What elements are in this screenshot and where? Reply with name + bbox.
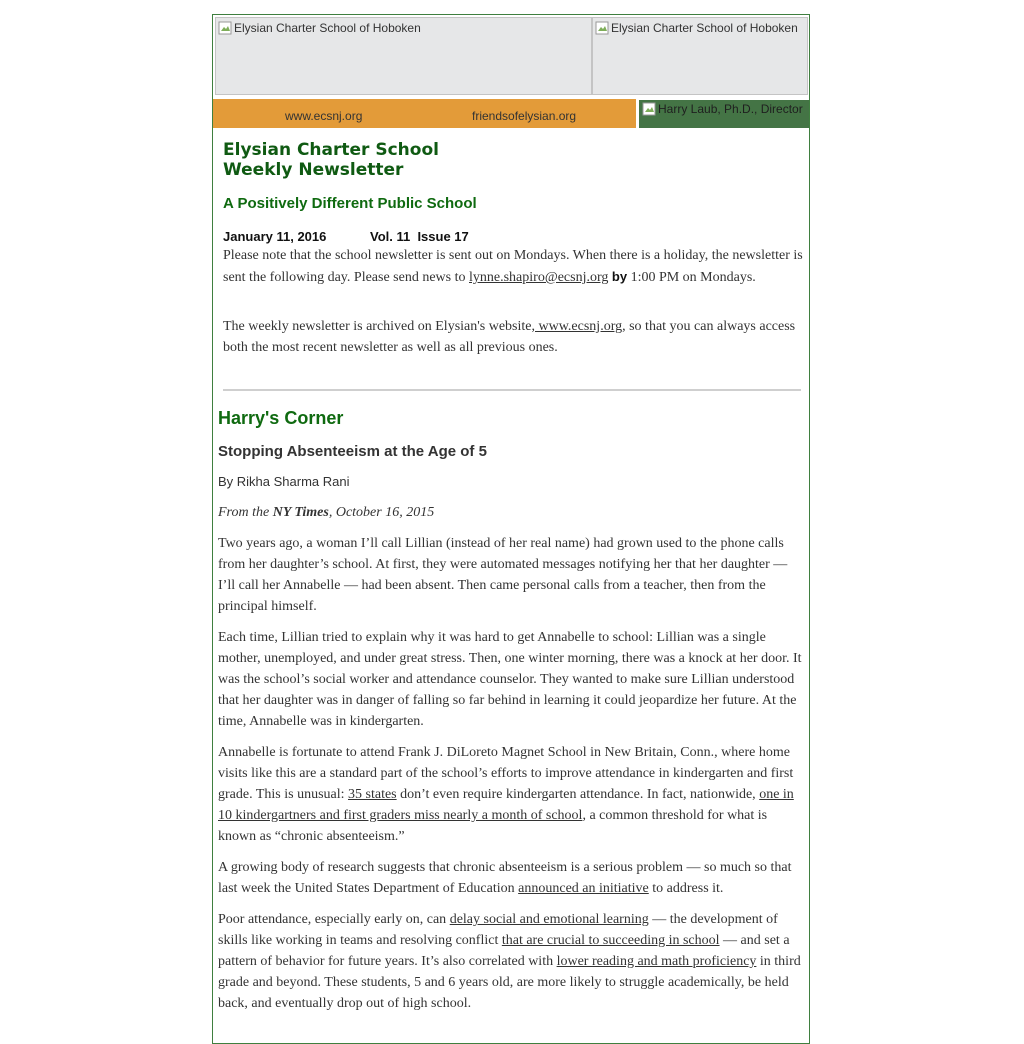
p5-text-a: Poor attendance, especially early on, can [218, 912, 450, 927]
intro-text-end: 1:00 PM on Mondays. [627, 270, 756, 285]
email-link[interactable]: lynne.shapiro@ecsnj.org [469, 270, 609, 285]
article-paragraph-5 [218, 909, 804, 1014]
header-image-left-alt: Elysian Charter School of Hoboken [234, 21, 421, 35]
article-byline: By Rikha Sharma Rani [218, 474, 350, 489]
p5-text-c: — and set a pattern of behavior for future years. It’s also correlated with [218, 933, 790, 969]
p5-text-b: — the development of skills like working in teams and resolving conflict [218, 912, 778, 948]
links-bar [213, 99, 636, 128]
website-link[interactable]: www.ecsnj.org [285, 109, 363, 123]
article-paragraph-3 [218, 742, 804, 847]
source-prefix: From the [218, 505, 273, 520]
article-paragraph-1: Two years ago, a woman I’ll call Lillian (instead of her real name) had grown used to the phone calls from her daughter’s school. At first, they were automated messages notifying her that her daughter — I’ll call her Annabelle — had been absent. Then came personal calls from a teacher, then from the principal himself. [218, 536, 788, 614]
link-one-in-10[interactable]: one in 10 kindergartners and first graders miss nearly a month of school [218, 787, 794, 823]
p3-text-c: , a common threshold for what is known as “chronic absenteeism.” [218, 808, 768, 844]
director-image-alt: Harry Laub, Ph.D., Director [658, 102, 803, 116]
broken-image-icon [595, 21, 609, 35]
newsletter-frame [212, 14, 810, 1044]
broken-image-icon [218, 21, 232, 35]
link-reading-math[interactable]: lower reading and math proficiency [556, 954, 757, 969]
source-publication: NY Times [272, 505, 329, 520]
p3-text-b: don’t even require kindergarten attendance. In fact, nationwide, [396, 787, 760, 802]
divider [223, 389, 801, 391]
archive-text: The weekly newsletter is archived on Elysian's website, [223, 319, 535, 334]
link-35-states[interactable]: 35 states [348, 787, 397, 802]
intro-paragraph [223, 245, 803, 288]
header-image-right-alt: Elysian Charter School of Hoboken [611, 21, 798, 35]
issue-volume: Vol. 11 Issue 17 [370, 229, 469, 244]
source-date: , October 16, 2015 [328, 505, 435, 520]
director-image [639, 100, 809, 128]
article-paragraph-2: Each time, Lillian tried to explain why it was hard to get Annabelle to school: Lillian was a single mother, unemployed, and under great stress. Then, one winter morning, there was a knock at her door. It was the school’s social worker and attendance counselor. They wanted to make sure Lillian understood that her daughter was in danger of falling so far behind in learning it could jeopardize her future. At the time, Annabelle was in kindergarten. [218, 630, 802, 729]
p5-text-d: in third grade and beyond. These students, 5 and 6 years old, are more likely to struggle academically, be held back, and eventually drop out of high school. [218, 954, 801, 1011]
archive-paragraph [223, 316, 803, 358]
tagline: A Positively Different Public School [223, 195, 477, 212]
title-line-1: Elysian Charter School [223, 140, 439, 160]
friends-link[interactable]: friendsofelysian.org [472, 109, 577, 123]
header-image-left [215, 17, 592, 95]
article-headline: Stopping Absenteeism at the Age of 5 [218, 443, 487, 460]
p4-text-a: A growing body of research suggests that chronic absenteeism is a serious problem — so much so that last week the United States Department of Education [218, 860, 792, 896]
article-paragraph-4 [218, 857, 804, 899]
section-heading: Harry's Corner [218, 408, 344, 428]
intro-by: by [611, 269, 628, 284]
title-line-2: Weekly Newsletter [223, 160, 404, 180]
issue-date: January 11, 2016 [223, 229, 327, 244]
link-initiative[interactable]: announced an initiative [518, 881, 649, 896]
broken-image-icon [642, 102, 656, 116]
header-image-right [592, 17, 808, 95]
newsletter-title [223, 140, 439, 180]
article-source [218, 502, 434, 523]
intro-text: Please note that the school newsletter is sent out on Mondays. When there is a holiday, the newsletter is sent the following day. Please send news to [223, 248, 803, 285]
p4-text-b: to address it. [648, 881, 724, 896]
issue-dateline [223, 229, 469, 244]
link-crucial-succeeding[interactable]: that are crucial to succeeding in school [501, 933, 720, 948]
link-social-emotional[interactable]: delay social and emotional learning [449, 912, 649, 927]
archive-link[interactable]: www.ecsnj.org [535, 319, 623, 334]
p3-text-a: Annabelle is fortunate to attend Frank J. DiLoreto Magnet School in New Britain, Conn., where home visits like this are a standard part of the school’s efforts to improve attendance in kindergarten and first grade. This is unusual: [218, 745, 794, 802]
archive-text-end: , so that you can always access both the most recent newsletter as well as all previous ones. [223, 319, 796, 355]
